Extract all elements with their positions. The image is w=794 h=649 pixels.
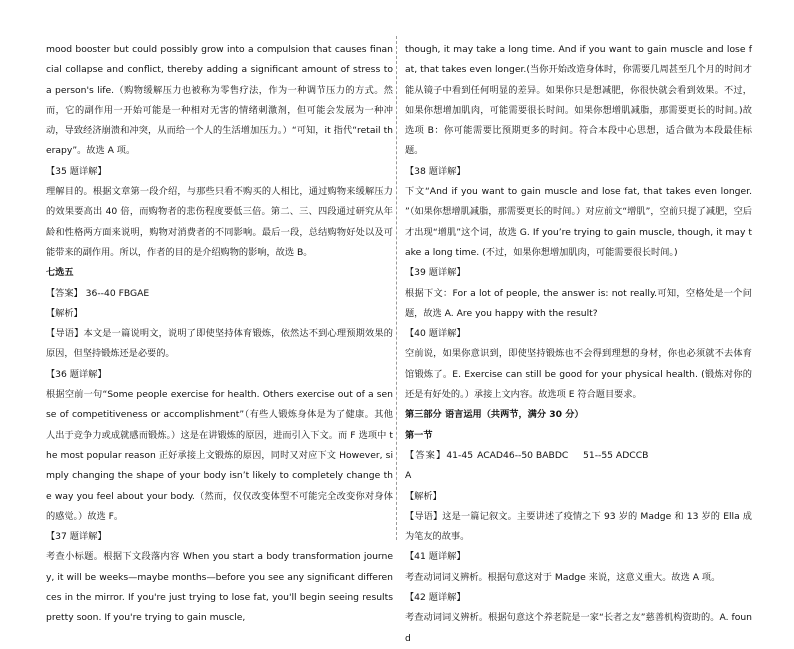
answer-line: 【答案】 36--40 FBGAE	[46, 287, 150, 299]
question-heading: 【42 题详解】	[405, 592, 466, 604]
paragraph: 考查动词词义辨析。根据句意这对于 Madge 来说，这意义重大。故选 A 项。	[405, 571, 721, 583]
paragraph: 考查动词词义辨析。根据句意这个养老院是一家“长者之友”慈善机构资助的。A. found	[405, 612, 752, 644]
question-heading: 【41 题详解】	[405, 551, 466, 563]
right-column	[405, 40, 752, 649]
paragraph: though, it may take a long time. And if you want to gain muscle and lose fat, that takes even longer.(当你开始改造身体时，你需要几周甚至几个月的时间才能从镜子中看到任何明显的差异。如果你只是想减肥，你很快就会看到效果。不过，如果你想增加肌肉，可能需要很长时间。如果你想增肌减脂，那需要更长的时间。)故选项 B：你可能需要比预期更多的时间。符合本段中心思想，适合做为本段最佳标题。	[405, 44, 752, 157]
paragraph: 考查小标题。根据下文段落内容 When you start a body transformation journey, it will be weeks—maybe months—before you see any significant differences in the mirror. If you're just trying to lose fat, you'll begin seeing results pretty soon. If you're trying to gain muscle,	[46, 551, 393, 624]
section-heading: 七选五	[46, 267, 74, 279]
paragraph: 根据下文：For a lot of people, the answer is: not really.可知，空格处是一个问题，故选 A. Are you happy with the result?	[405, 287, 752, 319]
paragraph: 空前说，如果你意识到，即使坚持锻炼也不会得到理想的身材，你也必须就不去体育馆锻炼了。E. Exercise can still be good for your physical health. (锻炼对你的还是有好处的。）承接上文内容。故选项 E 符合题目要求。	[405, 348, 752, 401]
paragraph: 【导语】这是一篇记叙文。主要讲述了疫情之下 93 岁的 Madge 和 13 岁的 Ella 成为笔友的故事。	[405, 510, 752, 543]
analysis-label: 【解析】	[46, 307, 83, 319]
column-divider	[396, 36, 397, 540]
question-heading: 【37 题详解】	[46, 531, 107, 543]
answer-group-2: 46--50 BABDC	[503, 449, 569, 461]
paragraph: 下文“And if you want to gain muscle and lose fat, that takes even longer. ”（如果你想增肌减脂，那需要更长的时间。）对应前文“增肌”，空前只提了减肥，空后才出现“增肌”这个词，故选 G. If you’re trying to gain muscle, though, it may take a long time. (不过，如果你想增加肌肉，可能需要很长时间。)	[405, 186, 752, 258]
paragraph: 【导语】本文是一篇说明文，说明了即使坚持体育锻炼，依然达不到心理预期效果的原因，但坚持锻炼还是必要的。	[46, 328, 393, 360]
paragraph: 根据空前一句“Some people exercise for health. Others exercise out of a sense of competitiveness or accomplishment”（有些人锻炼身体是为了健康。其他人出于竞争力或成就感而锻炼。）这是在讲锻炼的原因，进而引入下文。而 F 选项中 the most popular reason 正好承接上文锻炼的原因，同时又对应下文 However, simply changing the shape of your body isn’t likely to completely change the way you feel about your body.（然而，仅仅改变体型不可能完全改变你对身体的感觉。）故选 F。	[46, 389, 393, 522]
subsection-heading: 第一节	[405, 429, 433, 441]
left-column	[46, 40, 393, 629]
paragraph: mood booster but could possibly grow into a compulsion that causes financial collapse and conflict, thereby adding a significant amount of stress to a person's life.（购物缓解压力也被称为零售疗法，作为一种调节压力的方式。然而，它的副作用一开始可能是一种相对无害的情绪刺激剂，但可能会发展为一种冲动，导致经济崩溃和冲突，从而给一个人的生活增加压力。）“可知，it 指代“retail therapy”。故选 A 项。	[46, 44, 393, 157]
question-heading: 【40 题详解】	[405, 328, 466, 340]
answer-group-1: 【答案】41-45 ACADA	[405, 449, 503, 482]
analysis-label: 【解析】	[405, 490, 442, 502]
answer-group-3: 51--55 ADCCB	[583, 449, 649, 461]
section-heading: 第三部分 语言运用（共两节，满分 30 分）	[405, 409, 584, 421]
answer-row	[405, 446, 752, 487]
question-heading: 【35 题详解】	[46, 165, 107, 177]
question-heading: 【36 题详解】	[46, 368, 107, 380]
question-heading: 【39 题详解】	[405, 267, 466, 279]
question-heading: 【38 题详解】	[405, 165, 466, 177]
paragraph: 理解目的。根据文章第一段介绍，与那些只看不购买的人相比，通过购物来缓解压力的效果要高出 40 倍，而购物者的悲伤程度要低三倍。第二、三、四段通过研究从年龄和性格两方面来说明，购物对消费者的不同影响。最后一段，总结购物好处以及可能带来的副作用。所以，作者的目的是介绍购物的影响，故选 B。	[46, 186, 393, 258]
